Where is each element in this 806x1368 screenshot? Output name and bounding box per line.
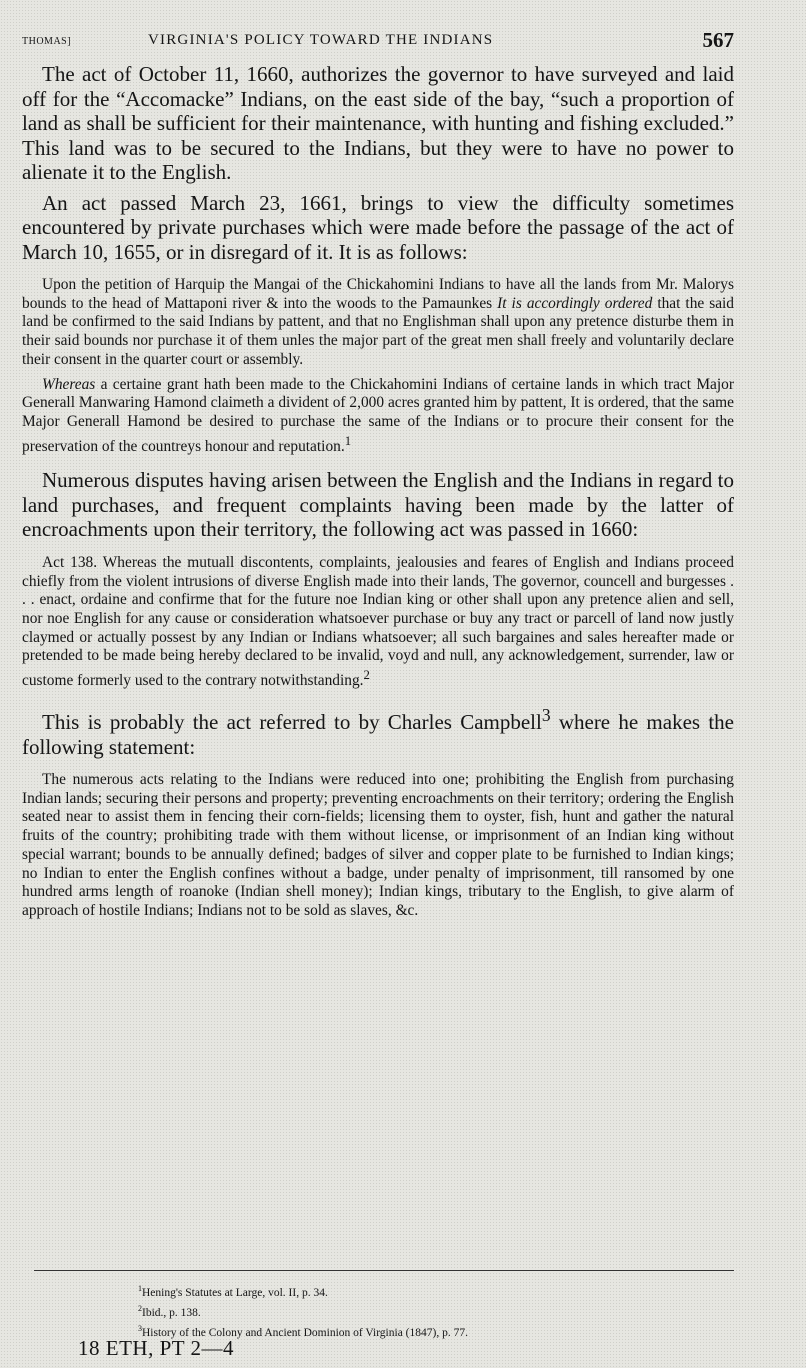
quote-emphasis: It is accordingly ordered xyxy=(497,294,653,312)
footnote-text: History of the Colony and Ancient Dominion of Virginia (1847), p. 77. xyxy=(142,1326,468,1339)
footnote-text: Ibid., p. 138. xyxy=(142,1306,201,1319)
paragraph-accomacke-act: The act of October 11, 1660, authorizes the governor to have surveyed and laid off for the “Accomacke” Indians, on the east side of the bay, “such a proportion of land as shall be sufficient for their maintenance, with hunting and fishing excluded.” This land was to be secured to the Indians, but they were to have no power to alienate it to the English. xyxy=(22,62,734,184)
paragraph-campbell-reference xyxy=(22,703,734,759)
quotation-harquip-petition xyxy=(22,276,734,370)
quote-text: Act 138. Whereas the mutuall discontents, complaints, jealousies and feares of English and Indians proceed chiefly from the violent intrusions of diverse English made into their lands, The governor, councell and burgesses . . . enact, ordaine and confirme that for the future noe Indian king or other shall upon any pretence alien and sell, nor noe English for any cause or consideration whatsoever purchase or buy any tract or parcell of land now justly claymed or actually possest by any Indian or Indians whatsoever; all such bargaines and sales hereafter made or pretended to be made being hereby declared to be invalid, voyd and null, any acknowledgement, surrender, law or custome formerly used to the contrary notwithstanding. xyxy=(22,553,734,690)
footnote-rule xyxy=(34,1270,734,1271)
quote-text: Upon the petition of Harquip the Mangai of the Chickahomini Indians to have all the lands from Mr. Malorys bounds to the head of Mattaponi river & into the woods to the Pamaunkes xyxy=(22,276,734,312)
footnote-ref: 3 xyxy=(541,705,551,725)
footnote-marker: 3 xyxy=(138,1323,142,1333)
signature-mark: 18 ETH, PT 2—4 xyxy=(78,1336,234,1360)
footnote-2 xyxy=(138,1301,468,1321)
footnote-marker: 1 xyxy=(138,1284,142,1293)
quotation-hamond-grant xyxy=(22,376,734,457)
paragraph-text: This is probably the act referred to by Charles Campbell xyxy=(42,710,542,734)
footnote-ref: 1 xyxy=(344,433,352,448)
quotation-act-138 xyxy=(22,554,734,691)
running-author: THOMAS] xyxy=(22,36,72,47)
quote-text: that the said land be confirmed to the said Indians by pattent, and that no Englishman shall upon any pretence disturbe them in their said bounds nor purchase it of them unles the major part of the great men shall freely and voluntarily declare their consent in the quarter court or assembly. xyxy=(22,294,735,368)
paragraph-act-1661: An act passed March 23, 1661, brings to view the difficulty sometimes encountered by private purchases which were made before the passage of the act of March 10, 1655, or in disregard of it. It is as follows: xyxy=(22,190,734,264)
quotation-campbell-statement: The numerous acts relating to the Indians were reduced into one; prohibiting the English from purchasing Indian lands; securing their persons and property; preventing encroachments on their territory; ordering the English seated near to assist them in fencing their corn-fields; licensing them to oyster, fish, hunt and gather the natural fruits of the country; prohibiting trade with them without license, or imprisonment of an Indian king without special warrant; bounds to be annually defined; badges of silver and copper plate to be furnished to Indian kings; no Indian to enter the English confines without a badge, under penalty of imprisonment, till ransomed by one hundred arms length of roanoke (Indian shell money); Indian kings, tributary to the English, to give alarm of approach of hostile Indians; Indians not to be sold as slaves, &c. xyxy=(22,771,734,919)
quote-text: a certaine grant hath been made to the Chickahomini Indians of certaine lands in which tract Major Generall Manwaring Hamond claimeth a divident of 2,000 acres granted him by pattent, It is ordered, that the same Major Generall Hamond be desired to purchase the same of the Indians or to procure their consent for the preservation of the countreys honour and reputation. xyxy=(22,375,734,455)
footnote-ref: 2 xyxy=(363,668,370,683)
paragraph-numerous-disputes: Numerous disputes having arisen between the English and the Indians in regard to land purchases, and frequent complaints having been made by the latter of encroachments upon their territory, the following act was passed in 1660: xyxy=(22,468,734,542)
footnote-text: Hening's Statutes at Large, vol. II, p. 34. xyxy=(142,1286,328,1299)
running-header xyxy=(22,28,734,62)
footnote-marker: 2 xyxy=(138,1303,142,1313)
footnote-list xyxy=(138,1281,468,1340)
page-body xyxy=(22,28,734,921)
paragraph-text: where he makes the following statement: xyxy=(22,710,734,759)
running-title: VIRGINIA'S POLICY TOWARD THE INDIANS xyxy=(148,32,494,48)
footnote-1 xyxy=(138,1281,468,1301)
quote-emphasis: Whereas xyxy=(42,375,96,393)
page-number: 567 xyxy=(702,28,734,52)
